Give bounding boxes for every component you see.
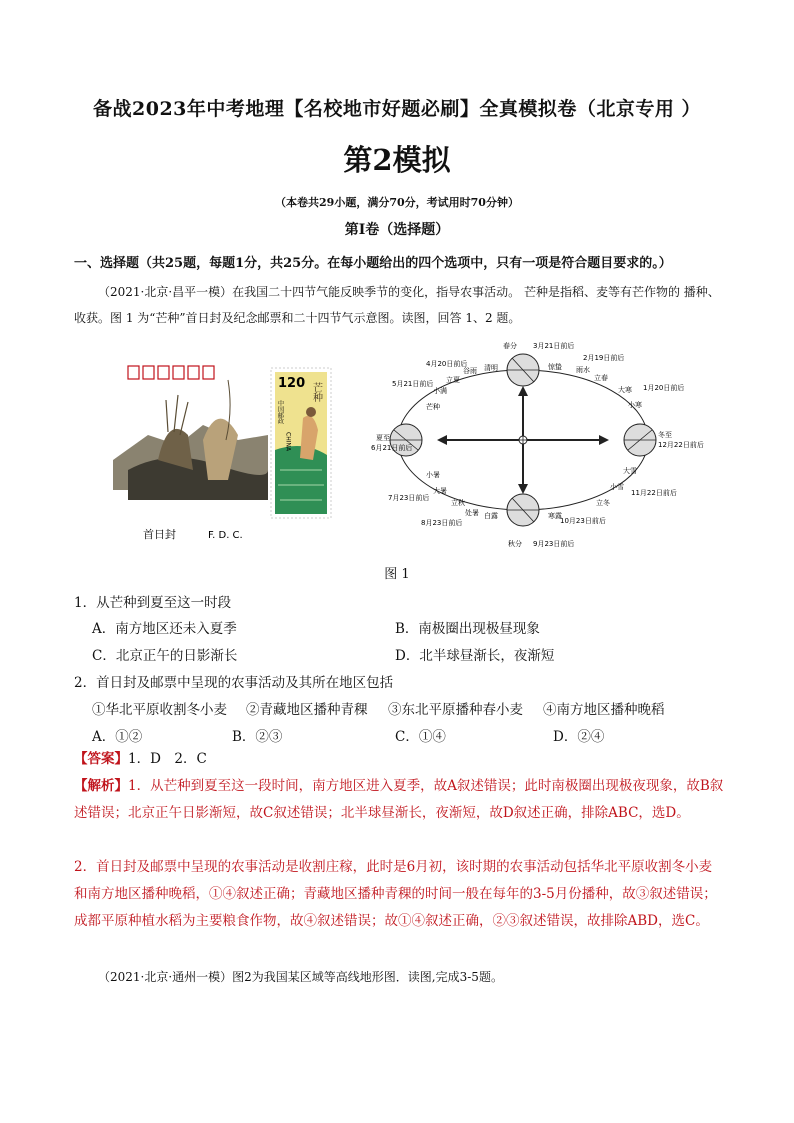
- page-title: 备战2023年中考地理【名校地市好题必刷】全真模拟卷（北京专用 ）: [93, 98, 701, 120]
- answer-label: 【答案】: [74, 751, 128, 767]
- analysis-paragraph-2: 2．首日封及邮票中呈现的农事活动是收割庄稼，此时是6月初，该时期的农事活动包括华北平原收割冬小麦和南方地区播种晚稻，①④叙述正确；青藏地区播种青稞的时间一般在每年的3-5月份播种，故③叙述错误；成都平原种植水稻为主要粮食作物，故④叙述错误；故①④叙述正确，②③叙述错误，故排除ABD，选C。: [74, 859, 717, 929]
- question-2-option-c[interactable]: C．①④: [395, 729, 446, 745]
- term-guyu: 谷雨: [463, 367, 477, 375]
- term-xiaoshu: 小暑: [426, 471, 440, 479]
- term-lidong: 立冬: [596, 499, 610, 507]
- term-xiaoman: 小满: [433, 387, 447, 395]
- stamp-country: 中国邮政: [276, 400, 284, 424]
- term-dongzhi-date: 12月22日前后: [658, 441, 704, 449]
- term-chushu: 处暑: [465, 509, 479, 517]
- term-bailu: 白露: [484, 512, 498, 520]
- question-1-stem: 1．从芒种到夏至这一时段: [74, 595, 232, 611]
- page-subtitle: 第2模拟: [343, 143, 451, 177]
- question-1-option-a[interactable]: A．南方地区还未入夏季: [92, 621, 237, 637]
- term-mangzhong: 芒种: [426, 403, 440, 411]
- term-jan20: 1月20日前后: [643, 384, 685, 392]
- term-daxue: 大雪: [623, 467, 637, 475]
- term-dahan: 大寒: [618, 386, 632, 394]
- figure-1: [108, 340, 704, 555]
- fdc-label: F. D. C.: [208, 530, 243, 541]
- stamp-value: 120: [278, 376, 306, 391]
- question-1-option-b[interactable]: B．南极圈出现极昼现象: [395, 621, 540, 637]
- question-1-option-d[interactable]: D．北半球昼渐长，夜渐短: [395, 648, 555, 664]
- question-2-statement-2: ②青藏地区播种青稞: [246, 702, 368, 718]
- answer-text: 1．D 2．C: [128, 751, 207, 767]
- question-2-statement-3: ③东北平原播种春小麦: [388, 702, 523, 718]
- analysis-text-1: 1．从芒种到夏至这一段时间，南方地区进入夏季，故A叙述错误；此时南极圈出现极夜现象，故B叙述错误；北京正午日影渐短，故C叙述错误；北半球昼渐长，夜渐短，故D叙述正确，排除ABC，选D。: [74, 778, 724, 821]
- term-hanlu: 寒露: [548, 512, 562, 520]
- exam-note: （本卷共29小题，满分70分，考试用时70分钟）: [275, 196, 519, 209]
- first-day-cover-illustration: [113, 366, 268, 541]
- stamp-country-en: CHINA: [284, 432, 292, 452]
- term-lixia: 立夏: [446, 376, 460, 384]
- commemorative-stamp: [271, 368, 331, 518]
- part-heading: 第Ⅰ卷（选择题）: [344, 222, 450, 238]
- answer-line: [74, 746, 724, 773]
- stamp-title: 芒种: [310, 382, 322, 402]
- term-may21: 5月21日前后: [392, 380, 434, 388]
- term-jul23: 7月23日前后: [388, 494, 430, 502]
- section-heading: 一、选择题（共25题，每题1分，共25分。在每小题给出的四个选项中，只有一项是符合题目要求的。）: [74, 256, 672, 271]
- term-chunfen-date: 3月21日前后: [533, 342, 575, 350]
- term-lichun: 立春: [594, 374, 608, 382]
- figure-caption: 图 1: [384, 567, 410, 582]
- question-2-statement-1: ①华北平原收割冬小麦: [92, 702, 227, 718]
- analysis-label: 【解析】: [74, 778, 128, 794]
- term-xiaoxue: 小雪: [610, 483, 624, 491]
- figure-1-svg: [108, 340, 704, 555]
- term-qiufen: 秋分: [508, 540, 522, 548]
- term-xiazhi: 夏至: [376, 434, 390, 442]
- term-oct23: 10月23日前后: [560, 517, 606, 525]
- term-apr20: 4月20日前后: [426, 360, 468, 368]
- question-2-option-d[interactable]: D．②④: [553, 729, 605, 745]
- question-2-statement-4: ④南方地区播种晚稻: [543, 702, 665, 718]
- intro-paragraph-2: （2021·北京·通州一模）图2为我国某区域等高线地形图．读图,完成3-5题。: [98, 970, 503, 984]
- term-aug23: 8月23日前后: [421, 519, 463, 527]
- term-qiufen-date: 9月23日前后: [533, 540, 575, 548]
- question-2-option-b[interactable]: B．②③: [232, 729, 283, 745]
- term-dongzhi: 冬至: [658, 431, 672, 439]
- term-yushui: 雨水: [576, 366, 590, 374]
- first-day-cover-label: 首日封: [143, 528, 176, 541]
- term-chunfen: 春分: [503, 342, 517, 350]
- term-jingzhe: 惊蛰: [548, 363, 562, 371]
- term-dashu: 大暑: [433, 487, 447, 495]
- term-xiazhi-date: 6月21日前后: [371, 444, 413, 452]
- term-qingming: 清明: [484, 364, 498, 372]
- analysis-paragraph-1: [74, 773, 724, 827]
- term-liqiu: 立秋: [451, 499, 465, 507]
- question-1-option-c[interactable]: C．北京正午的日影渐长: [92, 648, 238, 664]
- question-2-option-a[interactable]: A．①②: [92, 729, 143, 745]
- solar-terms-diagram: [371, 341, 704, 548]
- intro-paragraph-1: （2021·北京·昌平一模）在我国二十四节气能反映季节的变化，指导农事活动。 芒种是指稻、麦等有芒作物的 播种、收获。图 1 为“芒种”首日封及纪念邮票和二十四节气示意图。读图，回答 1、2 题。: [74, 285, 720, 325]
- term-feb19: 2月19日前后: [583, 354, 625, 362]
- term-nov22: 11月22日前后: [631, 489, 677, 497]
- term-xiaohan: 小寒: [628, 401, 642, 409]
- question-2-stem: 2．首日封及邮票中呈现的农事活动及其所在地区包括: [74, 675, 394, 691]
